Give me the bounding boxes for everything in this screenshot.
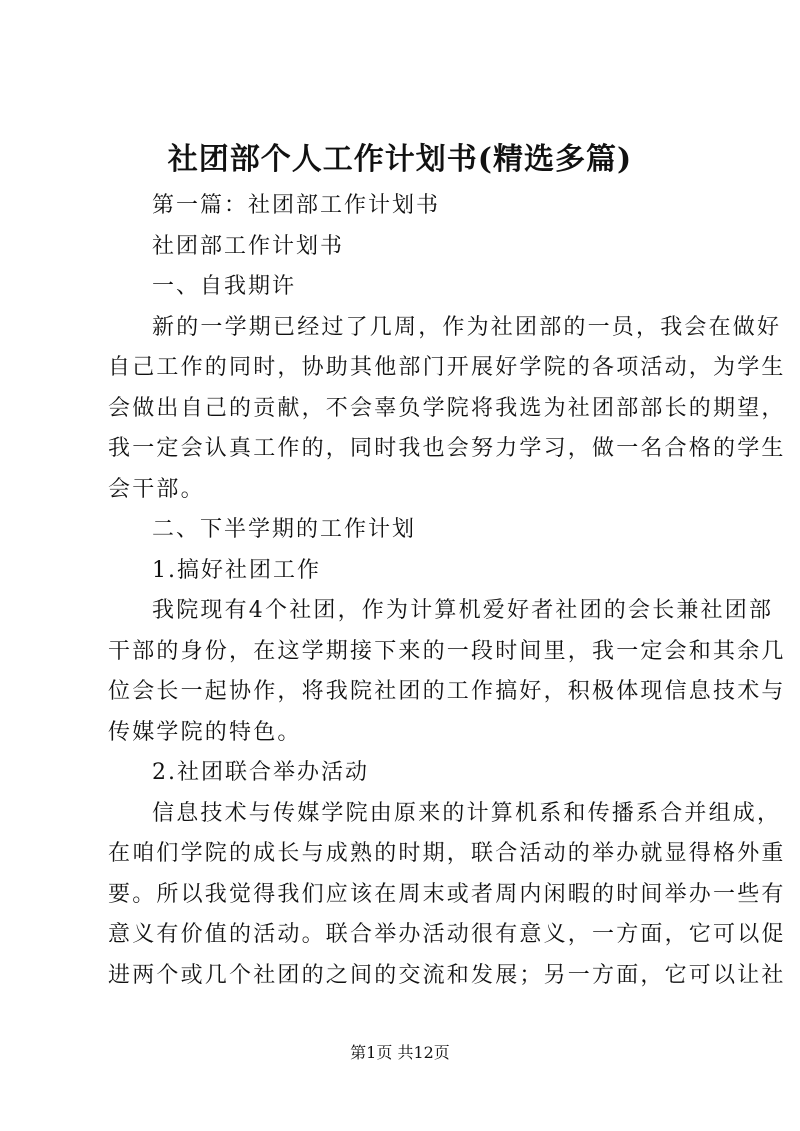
paragraph-self-expectation	[108, 308, 786, 511]
paragraph-line: 位会长一起协作，将我院社团的工作搞好，积极体现信息技术与	[108, 679, 786, 704]
paragraph-line: 会干部。	[108, 476, 205, 502]
paragraph-line: 会做出自己的贡献，不会辜负学院将我选为社团部部长的期望，	[108, 395, 786, 421]
subheading-joint-activities: 2.社团联合举办活动	[152, 760, 369, 785]
paragraph-line: 自己工作的同时，协助其他部门开展好学院的各项活动，为学生	[108, 355, 786, 380]
section-heading-self-expectation: 一、自我期许	[152, 274, 297, 299]
paragraph-line: 我院现有4个社团，作为计算机爱好者社团的会长兼社团部	[152, 598, 774, 623]
paragraph-club-work	[108, 591, 786, 753]
paragraph-line: 新的一学期已经过了几周，作为社团部的一员，我会在做好	[152, 314, 782, 340]
document-body	[108, 186, 786, 996]
document-subtitle: 社团部工作计划书	[152, 233, 345, 259]
subheading-club-work: 1.搞好社团工作	[152, 557, 321, 583]
paragraph-line: 信息技术与传媒学院由原来的计算机系和传播系合并组成，	[152, 800, 782, 826]
paragraph-line: 在咱们学院的成长与成熟的时期，联合活动的举办就显得格外重	[108, 841, 786, 866]
paragraph-line: 意义有价值的活动。联合举办活动很有意义，一方面，它可以促	[108, 922, 786, 947]
paragraph-line: 干部的身份，在这学期接下来的一段时间里，我一定会和其余几	[108, 638, 786, 664]
paragraph-line: 要。所以我觉得我们应该在周末或者周内闲暇的时间举办一些有	[108, 881, 786, 907]
paragraph-joint-activities	[108, 794, 786, 997]
section-heading-work-plan: 二、下半学期的工作计划	[152, 517, 417, 542]
paragraph-line: 我一定会认真工作的，同时我也会努力学习，做一名合格的学生	[108, 436, 786, 461]
document-title: 社团部个人工作计划书(精选多篇)	[167, 142, 633, 177]
paragraph-line: 进两个或几个社团的之间的交流和发展；另一方面，它可以让社	[108, 962, 786, 988]
page-footer: 第1页 共12页	[350, 1043, 450, 1062]
part-heading: 第一篇：社团部工作计划书	[152, 193, 441, 218]
paragraph-line: 传媒学院的特色。	[108, 719, 302, 745]
